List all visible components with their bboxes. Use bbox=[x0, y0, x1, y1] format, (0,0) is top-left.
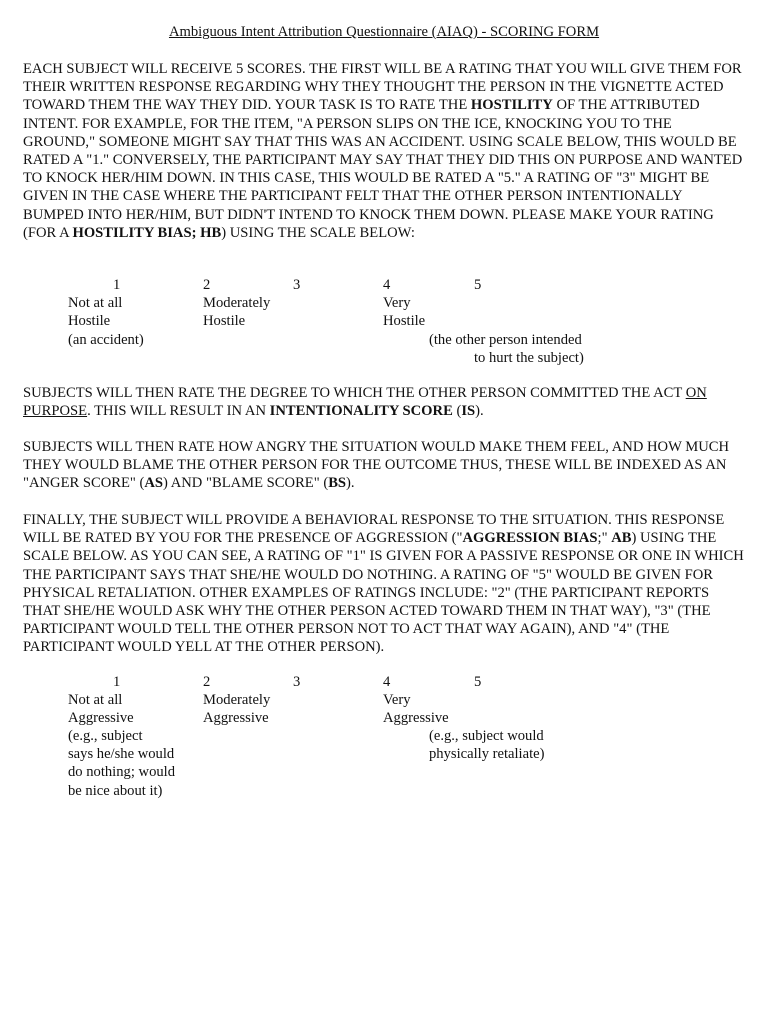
aggression-instructions-paragraph bbox=[23, 511, 745, 657]
scale-label: Aggressive bbox=[68, 710, 134, 726]
scale-label: Very bbox=[383, 295, 411, 311]
text: EACH SUBJECT WILL RECEIVE 5 SCORES. THE FIRST WILL BE A RATING THAT YOU WILL GIVE THEM FOR THEIR WRITTEN RESPONSE REGARDING WHY THEY THOUGHT THE PERSON IN THE VIGNETTE ACTED TOWARD THEM THE WAY THEY DID. YOUR TASK IS TO RATE THE bbox=[23, 61, 742, 114]
scale-label: to hurt the subject) bbox=[474, 350, 584, 366]
bold-term: HOSTILITY bbox=[470, 97, 553, 114]
scale-label: Very bbox=[383, 692, 411, 708]
text: SUBJECTS WILL THEN RATE THE DEGREE TO WHICH THE OTHER PERSON COMMITTED THE ACT bbox=[23, 385, 686, 401]
page-title: Ambiguous Intent Attribution Questionnaire (AIAQ) - SCORING FORM bbox=[168, 24, 600, 40]
bold-term: HOSTILITY BIAS; HB bbox=[72, 224, 222, 241]
scale-label: do nothing; would bbox=[68, 764, 176, 780]
scale-label: (an accident) bbox=[68, 332, 144, 348]
scale-number: 5 bbox=[474, 277, 482, 293]
bold-term: AS bbox=[144, 475, 164, 492]
text: FINALLY, THE SUBJECT WILL PROVIDE A BEHAVIORAL RESPONSE TO THE SITUATION. THIS RESPONSE WILL BE RATED BY YOU FOR THE PRESENCE OF AGGRESSION (" bbox=[23, 512, 725, 547]
text: ( bbox=[452, 403, 462, 420]
scale-label: Hostile bbox=[383, 313, 426, 329]
scale-label: Moderately bbox=[203, 295, 271, 311]
scale-label: Aggressive bbox=[203, 710, 269, 726]
text: ). bbox=[346, 475, 355, 492]
bold-term: BS bbox=[328, 475, 347, 492]
bold-term: IS bbox=[461, 403, 476, 420]
text: SUBJECTS WILL THEN RATE HOW ANGRY THE SITUATION WOULD MAKE THEM FEEL, AND HOW MUCH THEY WOULD BLAME THE OTHER PERSON FOR THE OUTCOME THUS, THESE WILL BE INDEXED AS AN "ANGER SCORE" ( bbox=[23, 439, 730, 492]
scale-label: Not at all bbox=[68, 295, 123, 311]
text: . THIS WILL RESULT IN AN bbox=[87, 403, 270, 420]
scale-label: (e.g., subject bbox=[68, 728, 143, 744]
text: OF THE ATTRIBUTED INTENT. FOR EXAMPLE, FOR THE ITEM, "A PERSON SLIPS ON THE ICE, KNOCKING YOU TO THE GROUND," SOMEONE MIGHT SAY THAT THIS WAS AN ACCIDENT. USING SCALE BELOW, THIS WOULD BE RATED A "1." CONVERSELY, THE PARTICIPANT MAY SAY THAT THEY DID THIS ON PURPOSE AND WANTED TO KNOCK HER/HIM DOWN. IN THIS CASE, THIS WOULD BE RATED A "5." A RATING OF "3" MIGHT BE GIVEN IN THE CASE WHERE THE PARTICIPANT FELT THAT THE OTHER PERSON INTENTIONALLY BUMPED INTO HER/HIM, BUT DIDN'T INTEND TO KNOCK THEM DOWN. PLEASE MAKE YOUR RATING (FOR A bbox=[23, 97, 743, 241]
scale-number: 2 bbox=[203, 674, 211, 690]
bold-term: INTENTIONALITY SCORE bbox=[269, 403, 453, 420]
text: ) AND "BLAME SCORE" ( bbox=[163, 475, 329, 492]
text: ) USING THE SCALE BELOW: bbox=[221, 224, 415, 241]
scale-label: Hostile bbox=[203, 313, 246, 329]
text: ;" bbox=[597, 530, 612, 547]
underlined-term: ON PURPOSE bbox=[23, 385, 707, 420]
scale-label: Hostile bbox=[68, 313, 111, 329]
scale-number: 4 bbox=[383, 674, 391, 690]
scale-label: be nice about it) bbox=[68, 783, 163, 799]
scale-label: (e.g., subject would bbox=[429, 728, 544, 744]
scale-number: 3 bbox=[293, 674, 301, 690]
scale-label: Aggressive bbox=[383, 710, 449, 726]
anger-blame-paragraph bbox=[23, 438, 745, 493]
text: ) USING THE SCALE BELOW. AS YOU CAN SEE, A RATING OF "1" IS GIVEN FOR A PASSIVE RESPONSE OR ONE IN WHICH THE PARTICIPANT SAYS THAT SHE/HE WOULD DO NOTHING. A RATING OF "5" WOULD BE GIVEN FOR PHYSICAL RETALIATION. OTHER EXAMPLES OF RATINGS INCLUDE: "2" (THE PARTICIPANT REPORTS THAT SHE/HE WOULD ASK WHY THE OTHER PERSON ACTED TOWARD THEM IN THAT WAY), "3" (THE PARTICIPANT WOULD TELL THE OTHER PERSON NOT TO ACT THAT WAY AGAIN), AND "4" (THE PARTICIPANT WOULD YELL AT THE OTHER PERSON). bbox=[23, 530, 744, 656]
scale-number: 3 bbox=[293, 277, 301, 293]
scale-number: 1 bbox=[113, 674, 121, 690]
scale-label: Moderately bbox=[203, 692, 271, 708]
scale-number: 5 bbox=[474, 674, 482, 690]
text: ). bbox=[475, 403, 484, 420]
intentionality-paragraph bbox=[23, 384, 745, 420]
scale-label: physically retaliate) bbox=[429, 746, 545, 762]
scale-number: 1 bbox=[113, 277, 121, 293]
bold-term: AGGRESSION BIAS bbox=[462, 530, 598, 547]
scale-label: says he/she would bbox=[68, 746, 175, 762]
hostility-instructions-paragraph bbox=[23, 60, 745, 242]
bold-term: AB bbox=[611, 530, 632, 547]
scale-number: 2 bbox=[203, 277, 211, 293]
scale-number: 4 bbox=[383, 277, 391, 293]
scale-label: (the other person intended bbox=[429, 332, 582, 348]
scale-label: Not at all bbox=[68, 692, 123, 708]
